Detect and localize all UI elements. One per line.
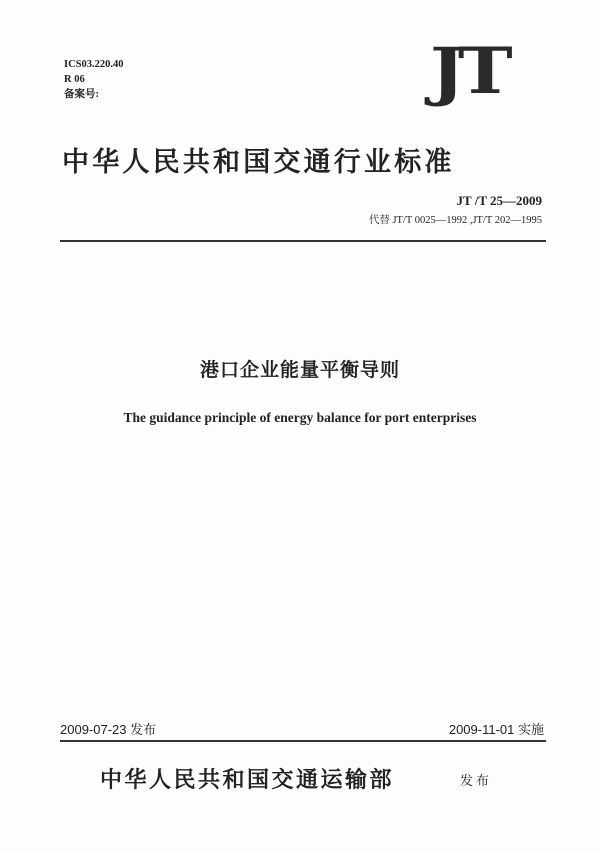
ccs-code: R 06 bbox=[64, 74, 85, 85]
standard-code: JT /T 25—2009 bbox=[456, 193, 542, 208]
jt-logo: JT bbox=[430, 34, 506, 109]
implementation-date: 2009-11-01 实施 bbox=[448, 722, 544, 737]
publish-label: 发布 bbox=[460, 774, 493, 789]
filing-number-label: 备案号: bbox=[64, 89, 99, 100]
document-title-english: The guidance principle of energy balance for port enterprises bbox=[123, 410, 477, 425]
ics-code: ICS03.220.40 bbox=[64, 59, 124, 70]
replaced-standards: 代替 JT/T 0025—1992 ,JT/T 202—1995 bbox=[368, 215, 542, 226]
classification-block bbox=[64, 57, 124, 102]
bottom-divider bbox=[60, 740, 546, 742]
standard-category-title: 中华人民共和国交通行业标准 bbox=[62, 147, 455, 178]
top-divider bbox=[60, 240, 546, 242]
issue-date: 2009-07-23 发布 bbox=[60, 722, 157, 737]
publisher-name: 中华人民共和国交通运输部 bbox=[100, 768, 395, 793]
document-title-chinese: 港口企业能量平衡导则 bbox=[199, 359, 400, 381]
